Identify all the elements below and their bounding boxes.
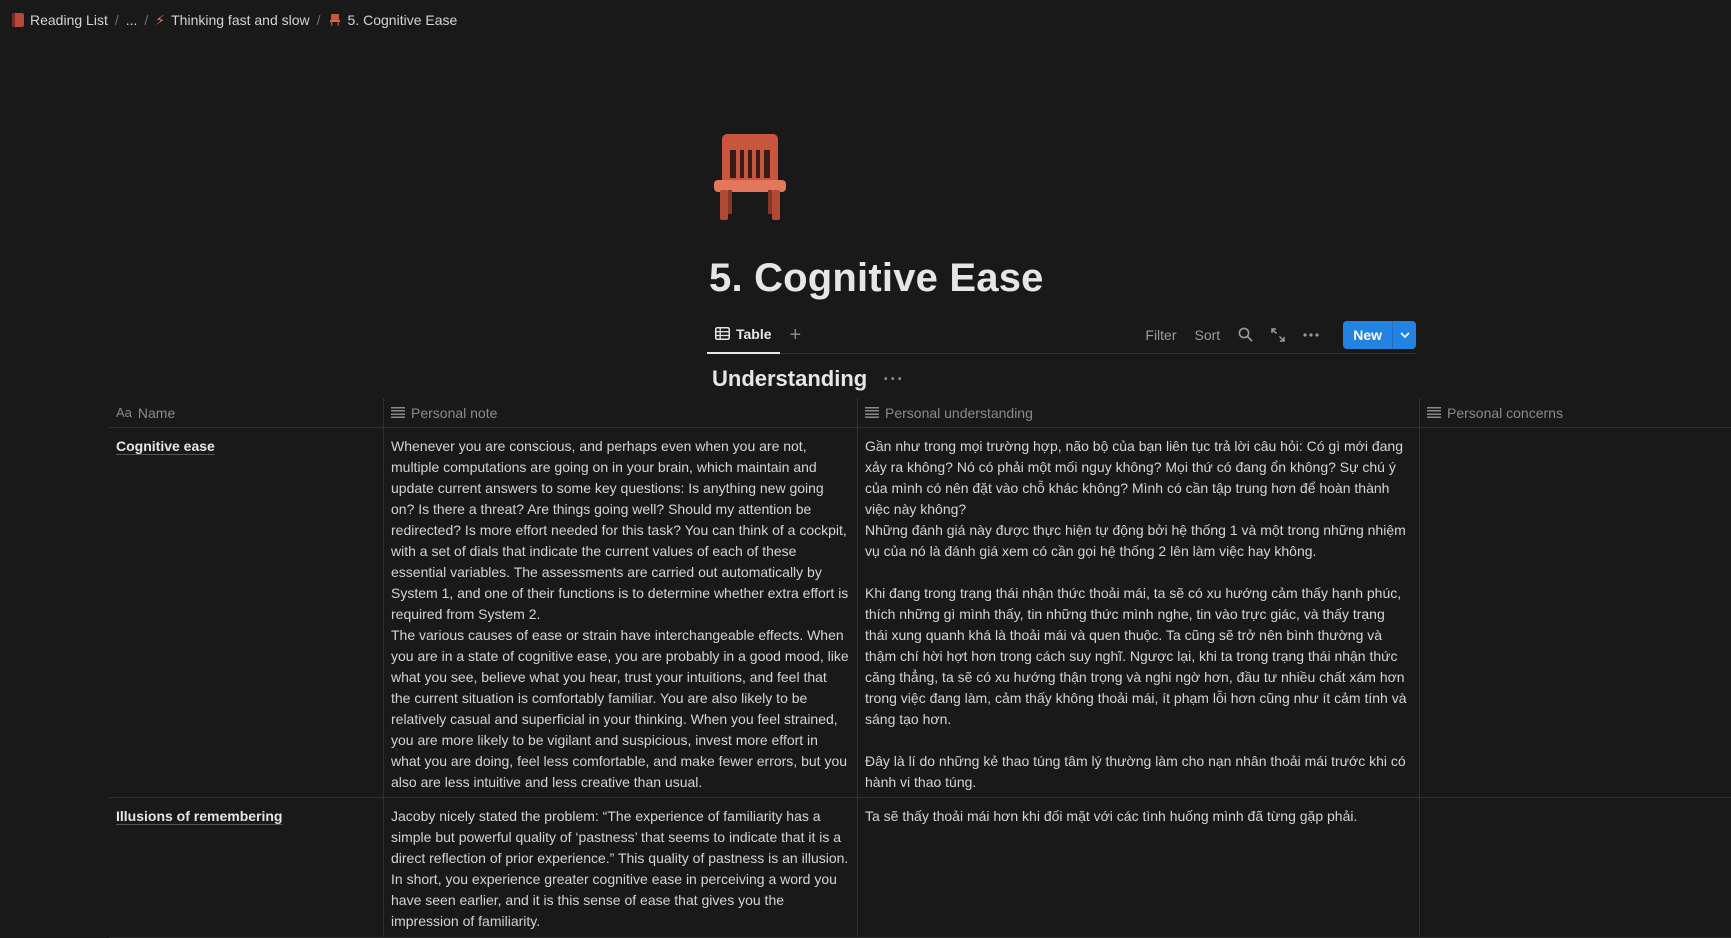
personal-note-cell[interactable]: Whenever you are conscious, and perhaps even when you are not, multiple computations are going on in your brain, which maintain and update current answers to some key questions: Is anything new going on? Is there a threat? Are things going well? Should my attention be redirected? Is more effort needed for this task? You can think of a cockpit, with a set of dials that indicate the current values of each of these essential variables. The assessments are carried out automatically by System 1, and one of their functions is to determine whether extra effort is required from System 2. The various causes of ease or strain have interchangeable effects. When you are in a state of cognitive ease, you are probably in a good mood, like what you see, believe what you hear, trust your intuitions, and feel that the current situation is comfortably familiar. You are also likely to be relatively casual and superficial in your thinking. When you feel strained, you are more likely to be vigilant and suspicious, invest more effort in what you are doing, feel less comfortable, and make fewer errors, but you also are less intuitive and less creative than usual. bbox=[383, 428, 857, 797]
column-header-label: Personal note bbox=[411, 404, 498, 421]
database-table bbox=[109, 398, 1731, 938]
view-bar bbox=[707, 316, 1416, 354]
breadcrumb-item-reading-list[interactable] bbox=[8, 10, 112, 30]
personal-concerns-cell[interactable] bbox=[1419, 798, 1731, 937]
personal-note-cell[interactable]: Jacoby nicely stated the problem: “The experience of familiarity has a simple but powerful quality of ‘pastness’ that seems to indicate that it is a direct reflection of prior experience.” This quality of pastness is an illusion. In short, you experience greater cognitive ease in perceiving a word you have seen earlier, and it is this sense of ease that gives you the impression of familiarity. bbox=[383, 798, 857, 937]
page-title[interactable]: 5. Cognitive Ease bbox=[709, 256, 1044, 300]
row-name-cell[interactable]: Illusions of remembering bbox=[116, 808, 283, 824]
personal-concerns-cell[interactable] bbox=[1419, 428, 1731, 797]
breadcrumb-item-cognitive-ease[interactable] bbox=[324, 10, 462, 30]
column-header-label: Personal understanding bbox=[885, 404, 1033, 421]
column-header-label: Personal concerns bbox=[1447, 404, 1563, 421]
chevron-down-icon bbox=[1400, 332, 1410, 338]
view-actions bbox=[1145, 321, 1416, 349]
book-icon bbox=[12, 13, 24, 27]
text-property-icon bbox=[391, 407, 405, 418]
group-header bbox=[712, 366, 904, 392]
new-button[interactable] bbox=[1343, 321, 1416, 349]
breadcrumb-label: ... bbox=[125, 12, 138, 28]
table-icon bbox=[715, 327, 730, 340]
chair-icon[interactable] bbox=[714, 134, 786, 220]
group-more-icon[interactable]: ··· bbox=[883, 368, 905, 389]
column-header-label: Name bbox=[137, 404, 176, 421]
text-property-icon bbox=[865, 407, 879, 418]
column-header-personal-concerns[interactable] bbox=[1419, 398, 1731, 427]
breadcrumb-label: 5. Cognitive Ease bbox=[347, 12, 458, 28]
expand-icon[interactable] bbox=[1271, 328, 1285, 342]
group-title[interactable]: Understanding bbox=[712, 366, 868, 391]
personal-understanding-cell[interactable]: Gần như trong mọi trường hợp, não bộ của bạn liên tục trả lời câu hỏi: Có gì mới đang xảy ra không? Nó có phải một mối nguy không? Mọi thứ có đang ổn không? Sự chú ý của mình có nên đặt vào chỗ khác không? Mình có cần tập trung hơn để hoàn thành việc này không? Những đánh giá này được thực hiện tự động bởi hệ thống 1 và một trong những nhiệm vụ của nó là đánh giá xem có cần gọi hệ thống 2 lên làm việc hay không. Khi đang trong trạng thái nhận thức thoải mái, ta sẽ có xu hướng cảm thấy hạnh phúc, thích những gì mình thấy, tin những thức mình nghe, tin vào trực giác, và thấy trạng thái xung quanh khá là thoải mái và quen thuộc. Ta cũng sẽ trở nên bình thường và thậm chí hời hợt hơn trong cách suy nghĩ. Ngược lại, khi ta trong trạng thái nhận thức căng thẳng, ta sẽ có xu hướng thận trọng và nghi ngờ hơn, đầu tư nhiều chất xám hơn trong việc đang làm, cảm thấy không thoải mái, ít phạm lỗi hơn cũng như ít cảm tính và sáng tạo hơn. Đây là lí do những kẻ thao túng tâm lý thường làm cho nạn nhân thoải mái trước khi có hành vi thao túng. bbox=[857, 428, 1419, 797]
more-options-icon[interactable] bbox=[1303, 333, 1319, 337]
row-name-cell[interactable]: Cognitive ease bbox=[116, 438, 215, 454]
add-view-icon[interactable]: + bbox=[789, 323, 802, 346]
title-property-icon: Aa bbox=[116, 405, 132, 420]
breadcrumb-label: Reading List bbox=[30, 12, 108, 28]
personal-understanding-cell[interactable]: Ta sẽ thấy thoải mái hơn khi đối mặt với các tình huống mình đã từng gặp phải. bbox=[857, 798, 1419, 937]
breadcrumb bbox=[0, 0, 1731, 40]
breadcrumb-separator: / bbox=[144, 12, 149, 28]
tab-table-label: Table bbox=[736, 325, 772, 342]
sort-button[interactable]: Sort bbox=[1194, 326, 1221, 343]
table-row[interactable] bbox=[109, 798, 1731, 938]
breadcrumb-item-ellipsis[interactable] bbox=[122, 10, 142, 30]
column-header-name[interactable] bbox=[109, 398, 383, 427]
lightning-icon: ⚡ bbox=[155, 12, 166, 28]
column-header-personal-note[interactable] bbox=[383, 398, 857, 427]
breadcrumb-item-thinking-fast-and-slow[interactable] bbox=[151, 10, 313, 30]
table-header bbox=[109, 398, 1731, 428]
search-icon[interactable] bbox=[1238, 327, 1253, 342]
text-property-icon bbox=[1427, 407, 1441, 418]
chair-icon bbox=[328, 13, 342, 27]
tab-table[interactable] bbox=[707, 316, 780, 354]
breadcrumb-separator: / bbox=[114, 12, 119, 28]
breadcrumb-label: Thinking fast and slow bbox=[171, 12, 310, 28]
breadcrumb-separator: / bbox=[316, 12, 321, 28]
table-row[interactable] bbox=[109, 428, 1731, 798]
column-header-personal-understanding[interactable] bbox=[857, 398, 1419, 427]
new-button-label: New bbox=[1353, 326, 1382, 343]
filter-button[interactable]: Filter bbox=[1145, 326, 1177, 343]
new-dropdown-button[interactable] bbox=[1392, 321, 1416, 349]
